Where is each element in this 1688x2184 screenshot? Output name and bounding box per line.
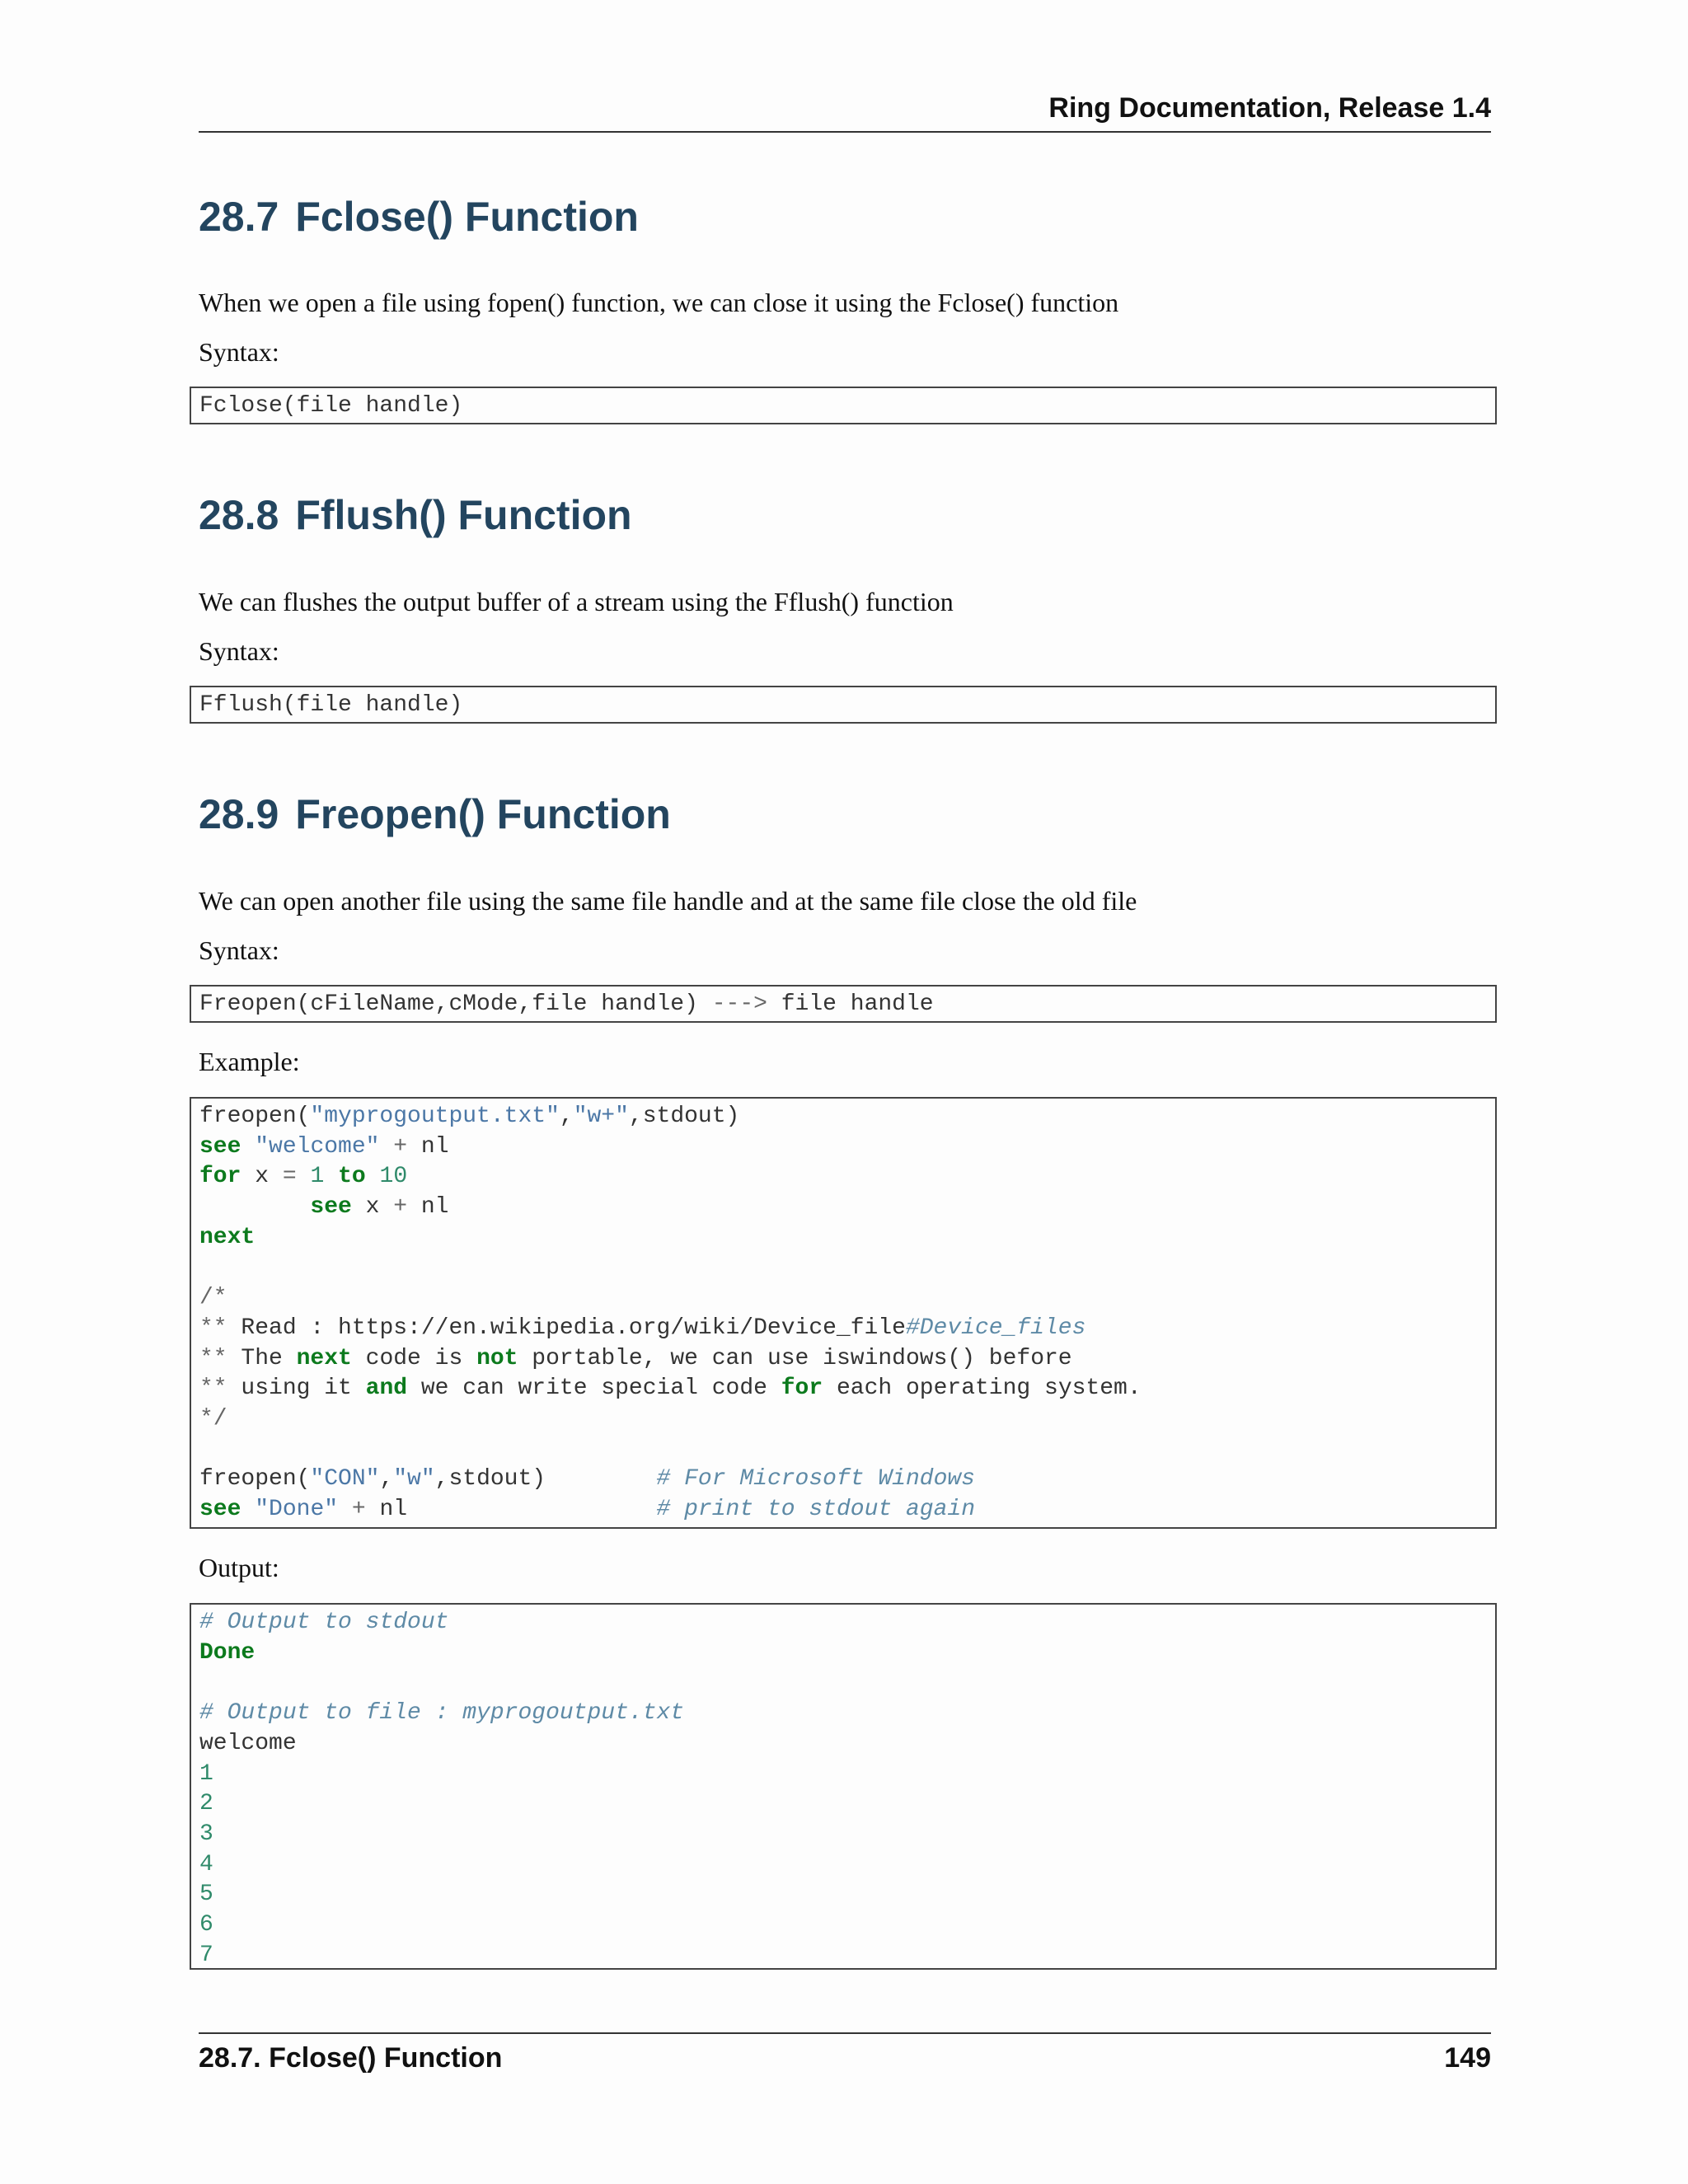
output-label: Output:: [199, 1553, 279, 1582]
code-line: Fclose(file handle): [199, 393, 463, 419]
example-label: Example:: [199, 1047, 300, 1076]
syntax-code-block: [190, 985, 1497, 1023]
code-line: [199, 1668, 1487, 1699]
section-title: Fclose() Function: [295, 194, 639, 240]
code-line: next: [199, 1224, 256, 1250]
page-number: 149: [1444, 2042, 1491, 2074]
code-line: ** Read : https://en.wikipedia.org/wiki/Device_file#Device_files: [199, 1315, 1086, 1341]
section-description: We can open another file using the same file handle and at the same file close the old file: [199, 886, 1137, 916]
running-header: [199, 92, 1491, 133]
code-line: ** using it and we can write special code for each operating system.: [199, 1376, 1142, 1402]
syntax-call: Freopen(cFileName,cMode,file handle): [199, 991, 698, 1017]
code-line: see "welcome" + nl: [199, 1133, 449, 1160]
code-line: for x = 1 to 10: [199, 1164, 408, 1190]
running-footer: [199, 2032, 1491, 2074]
code-line: freopen("myprogoutput.txt","w+",stdout): [199, 1104, 740, 1129]
code-line: /*: [199, 1285, 227, 1311]
syntax-label: Syntax:: [199, 337, 279, 367]
code-line: see "Done" + nl # print to stdout again: [199, 1497, 976, 1523]
section-title: Freopen() Function: [295, 791, 671, 837]
document-title: Ring Documentation, Release 1.4: [1048, 92, 1491, 124]
code-line: 3: [199, 1821, 213, 1847]
code-line: 1: [199, 1760, 213, 1787]
syntax-label: Syntax:: [199, 935, 279, 965]
section-heading-fclose: [199, 193, 639, 241]
section-heading-fflush: [199, 491, 632, 539]
section-number: 28.7: [199, 194, 279, 240]
code-line: 6: [199, 1912, 213, 1938]
syntax-code-block: [190, 686, 1497, 724]
code-line: 2: [199, 1791, 213, 1817]
section-number: 28.9: [199, 791, 279, 837]
code-line: [199, 1254, 1487, 1284]
code-line: # Output to stdout: [199, 1610, 449, 1635]
section-heading-freopen: [199, 790, 671, 838]
code-line: ** The next code is not portable, we can use iswindows() before: [199, 1345, 1072, 1371]
example-code-block: [190, 1097, 1497, 1529]
code-line: Done: [199, 1639, 256, 1666]
code-line: see x + nl: [310, 1194, 449, 1221]
code-line: */: [199, 1406, 227, 1432]
section-description: We can flushes the output buffer of a stream using the Fflush() function: [199, 587, 954, 616]
syntax-label: Syntax:: [199, 636, 279, 666]
code-line: # Output to file : myprogoutput.txt: [199, 1700, 685, 1727]
section-number: 28.8: [199, 492, 279, 538]
code-line: 4: [199, 1851, 213, 1877]
code-line: Fflush(file handle): [199, 692, 463, 718]
syntax-result: file handle: [781, 991, 934, 1017]
footer-section: 28.7. Fclose() Function: [199, 2042, 503, 2074]
code-line: 7: [199, 1942, 213, 1968]
code-line: [199, 1435, 1487, 1465]
section-description: When we open a file using fopen() function, we can close it using the Fclose() function: [199, 288, 1119, 317]
syntax-code-block: [190, 387, 1497, 424]
section-title: Fflush() Function: [295, 492, 632, 538]
output-code-block: [190, 1603, 1497, 1970]
syntax-arrow: --->: [711, 991, 767, 1017]
code-line: 5: [199, 1882, 213, 1908]
code-line: welcome: [199, 1730, 297, 1756]
code-line: freopen("CON","w",stdout) # For Microsoft Windows: [199, 1466, 975, 1493]
